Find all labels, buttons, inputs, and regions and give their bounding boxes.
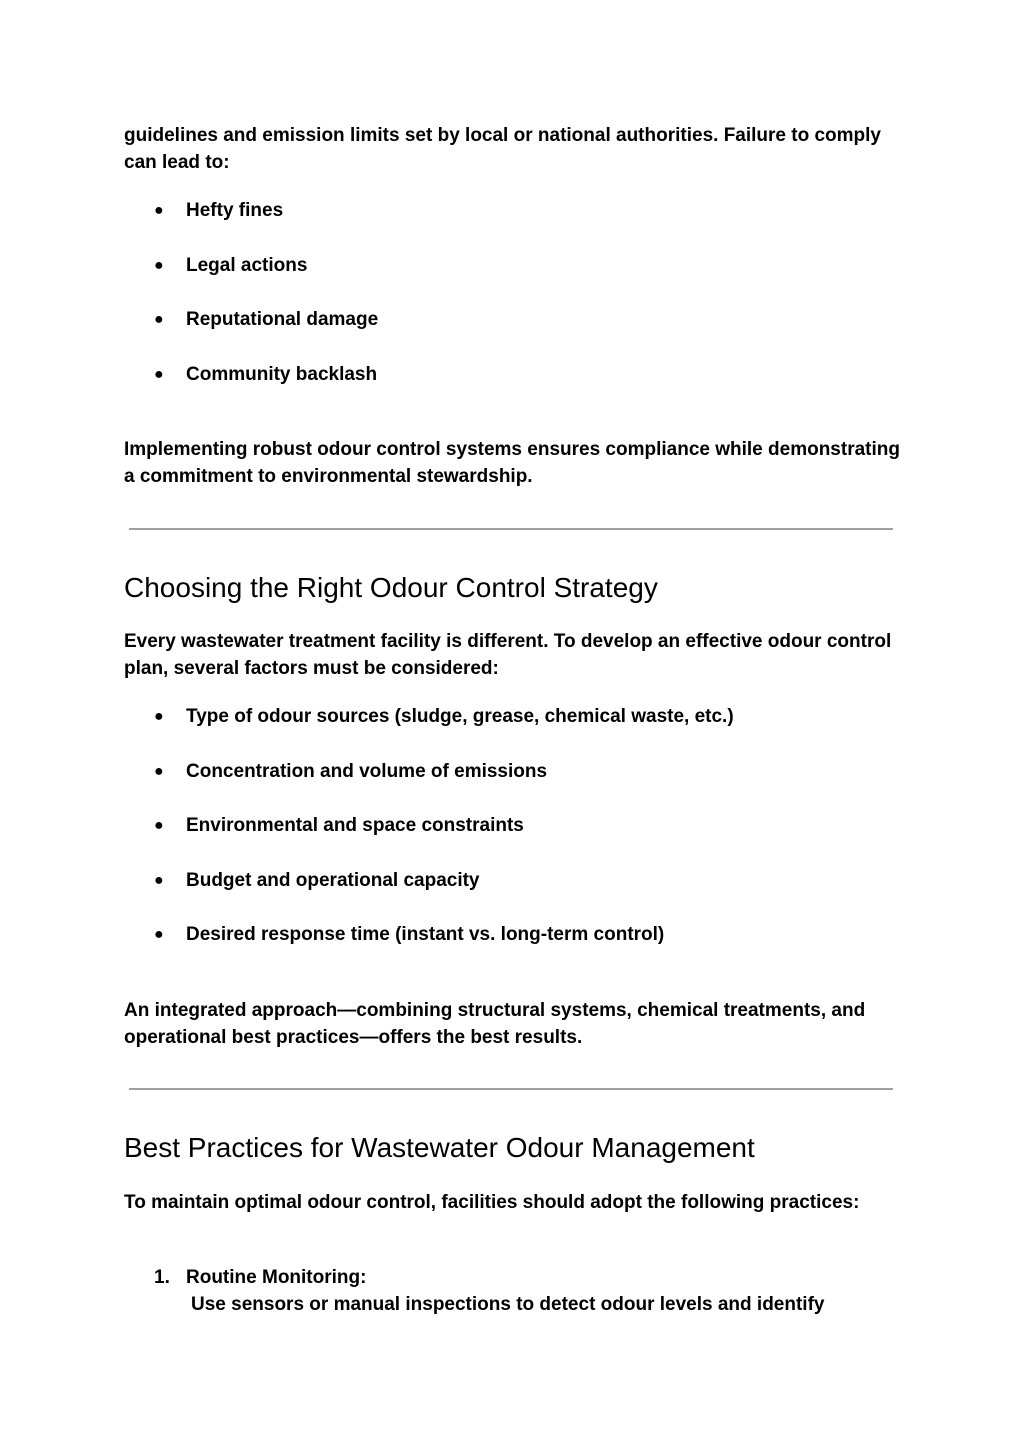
section3-heading: Best Practices for Wastewater Odour Management xyxy=(124,1132,755,1163)
list-number: 1. xyxy=(154,1267,170,1288)
list-item: ● Type of odour sources (sludge, grease, chemical waste, etc.) xyxy=(124,703,904,730)
section2-heading: Choosing the Right Odour Control Strategy xyxy=(124,572,658,603)
list-item: ● Concentration and volume of emissions xyxy=(124,758,904,785)
section2-intro: Every wastewater treatment facility is different. To develop an effective odour control plan, several factors must be considered: xyxy=(124,631,892,679)
section-divider xyxy=(129,1088,893,1090)
list-item-title: Routine Monitoring: xyxy=(186,1267,367,1288)
bullet-icon: ● xyxy=(154,926,164,943)
section2-closing: An integrated approach—combining structural systems, chemical treatments, and operational best practices—offers the best results. xyxy=(124,1000,866,1048)
section3-intro: To maintain optimal odour control, facilities should adopt the following practices: xyxy=(124,1192,860,1213)
bullet-icon: ● xyxy=(154,871,164,889)
bullet-icon: ● xyxy=(154,817,164,834)
list-item: ● Reputational damage xyxy=(124,306,904,333)
list-item: ● Community backlash xyxy=(124,361,904,388)
bullet-icon: ● xyxy=(154,762,164,780)
bullet-icon: ● xyxy=(154,365,164,383)
list-item-description: Use sensors or manual inspections to detect odour levels and identify xyxy=(191,1294,825,1315)
list-item: ● Budget and operational capacity xyxy=(124,867,904,894)
section1-bullet-list xyxy=(124,197,904,388)
list-item xyxy=(124,1264,904,1318)
section1-closing: Implementing robust odour control systems ensures compliance while demonstrating a commitment to environmental stewardship. xyxy=(124,439,900,487)
bullet-icon: ● xyxy=(154,311,164,328)
section3-numbered-list xyxy=(124,1264,904,1318)
list-item: ● Legal actions xyxy=(124,252,904,279)
list-item: ● Hefty fines xyxy=(124,197,904,224)
section-divider xyxy=(129,528,893,530)
list-item: ● Environmental and space constraints xyxy=(124,812,904,839)
bullet-icon: ● xyxy=(154,708,164,725)
bullet-icon: ● xyxy=(154,256,164,274)
section1-intro: guidelines and emission limits set by local or national authorities. Failure to comply can lead to: xyxy=(124,125,881,173)
bullet-icon: ● xyxy=(154,202,164,219)
list-item: ● Desired response time (instant vs. long-term control) xyxy=(124,921,904,948)
section2-bullet-list xyxy=(124,703,904,948)
